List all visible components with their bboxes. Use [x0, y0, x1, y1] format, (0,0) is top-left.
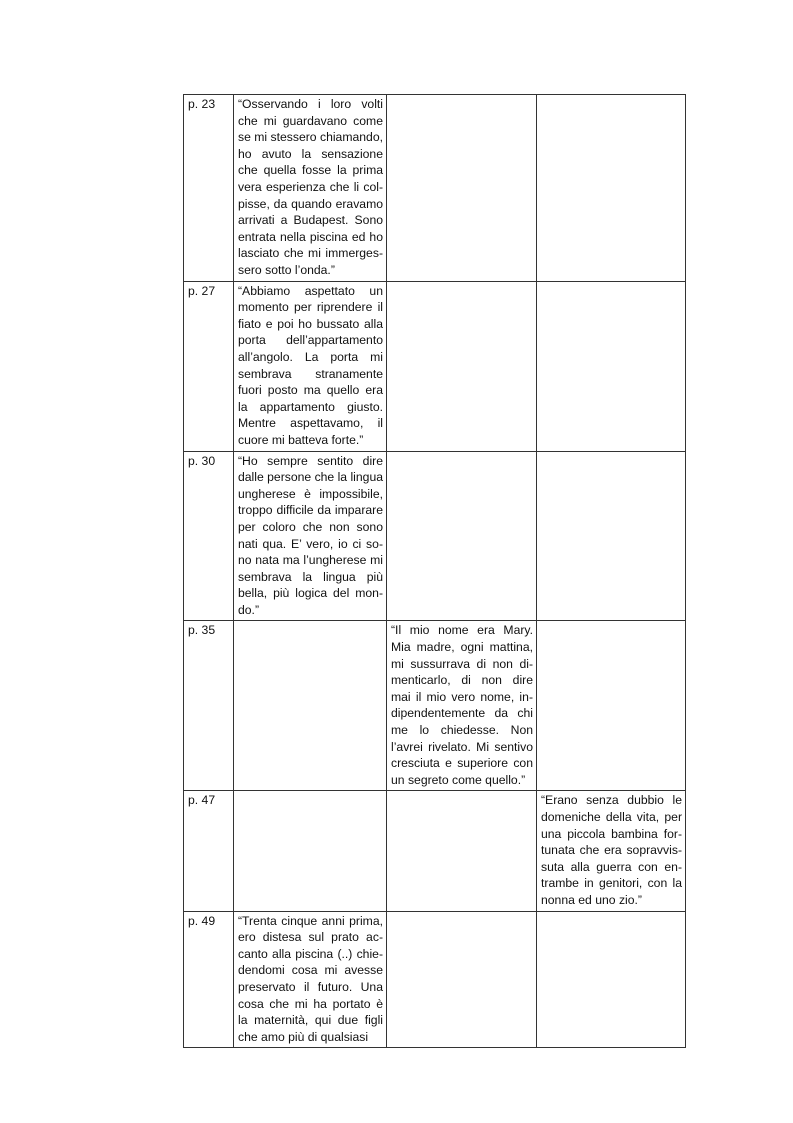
quote-cell-col2 [387, 451, 537, 621]
page-ref: p. 30 [188, 453, 216, 468]
quote-text: “Abbiamo aspettato un momento per riprendere il fiato e poi ho bussato alla porta dell’appartamento all’angolo. La porta mi sembrava stranamente fuori posto ma quello era la appartamento giusto. Mentre aspettavamo, il cuore mi batteva forte.” [238, 283, 383, 447]
quote-text: “Osservando i loro volti che mi guardavano come se mi stessero chiamando, ho avuto la sensazione che quella fosse la prima vera esperienza che li colpisse, da quando eravamo arrivati a Budapest. Sono entrata nella piscina ed ho lasciato che mi immergessero sotto l’onda.” [238, 97, 383, 277]
page-ref: p. 27 [188, 283, 216, 298]
quotes-table [183, 94, 686, 1048]
quote-cell-col1 [234, 95, 387, 282]
page-ref-cell [184, 95, 234, 282]
quote-cell-col3 [537, 95, 686, 282]
quote-text: “Erano senza dubbio le domeniche della vita, per una piccola bambina fortunata che era sopravvissuta alla guerra con entrambe in genitori, con la nonna ed uno zio.” [541, 793, 682, 908]
quote-cell-col1 [234, 791, 387, 911]
table-row [184, 621, 686, 791]
quote-cell-col2 [387, 281, 537, 451]
quote-cell-col1 [234, 281, 387, 451]
page-ref: p. 49 [188, 913, 216, 928]
quote-text: “Ho sempre sentito dire dalle persone che la lingua ungherese è impossibile, troppo difficile da imparare per coloro che non sono nati qua. E’ vero, io ci sono nata ma l’ungherese mi sembrava la lingua più bella, più logica del mondo.” [238, 453, 384, 617]
quote-cell-col3 [537, 281, 686, 451]
page-ref-cell [184, 451, 234, 621]
page-ref-cell [184, 621, 234, 791]
quote-cell-col3 [537, 791, 686, 911]
quote-text: “Trenta cinque anni prima, ero distesa sul prato accanto alla piscina (..) chiedendomi cosa mi avesse preservato il futuro. Una cosa che mi ha portato è la maternità, qui due figli che amo più di qualsiasi [238, 913, 383, 1044]
quote-cell-col1 [234, 621, 387, 791]
quote-cell-col3 [537, 451, 686, 621]
quote-cell-col2 [387, 791, 537, 911]
page-ref-cell [184, 911, 234, 1048]
table-row [184, 95, 686, 282]
quote-cell-col2 [387, 95, 537, 282]
page-ref: p. 35 [188, 623, 216, 638]
quote-cell-col2 [387, 621, 537, 791]
table-row [184, 451, 686, 621]
page-ref-cell [184, 281, 234, 451]
page-ref-cell [184, 791, 234, 911]
quote-cell-col1 [234, 451, 387, 621]
table-row [184, 911, 686, 1048]
quote-cell-col2 [387, 911, 537, 1048]
quote-cell-col3 [537, 911, 686, 1048]
page-ref: p. 47 [188, 793, 216, 808]
table-row [184, 791, 686, 911]
table-row [184, 281, 686, 451]
page-ref: p. 23 [188, 97, 216, 111]
quote-text: “Il mio nome era Mary. Mia madre, ogni mattina, mi sussurrava di non dimenticarlo, di non dire mai il mio vero nome, indipendentemente da chi me lo chiedesse. Non l’avrei rivelato. Mi sentivo cresciuta e superiore con un segreto come quello.” [391, 623, 533, 787]
quote-cell-col1 [234, 911, 387, 1048]
quote-cell-col3 [537, 621, 686, 791]
